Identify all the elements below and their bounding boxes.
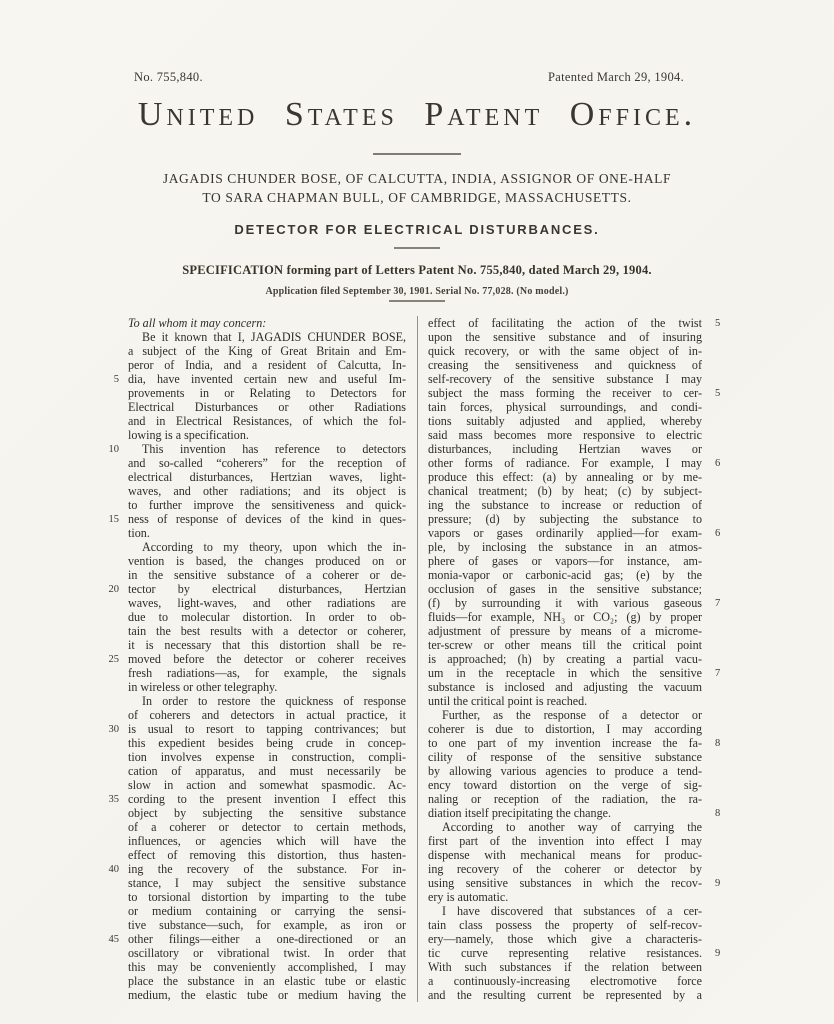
text-line	[108, 582, 406, 596]
body-line-text: waves, and other radiations; and its object is	[128, 484, 406, 498]
body-line-text: medium, the elastic tube or medium having the	[128, 988, 406, 1002]
line-number: 8	[715, 808, 721, 819]
body-line-text: until the critical point is reached.	[428, 694, 588, 708]
body-line-text: is usual to resort to tapping contrivances; but	[128, 722, 406, 736]
text-line	[428, 554, 702, 568]
text-line	[428, 372, 702, 386]
text-line	[428, 904, 702, 918]
body-line-text: moved before the detector or coherer receives	[128, 652, 406, 666]
text-line	[128, 428, 406, 442]
body-line-text: self-recovery of the sensitive substance I may	[428, 372, 702, 386]
text-line	[128, 456, 406, 470]
grantee-line-2: TO SARA CHAPMAN BULL, OF CAMBRIDGE, MASSACHUSETTS.	[202, 190, 632, 205]
body-line-text: tion involves expense in construction, compli-	[128, 750, 406, 764]
body-line-text: ing the substance to increase or reduction of	[428, 498, 702, 512]
text-line	[428, 330, 702, 344]
text-line	[128, 848, 406, 862]
text-line	[128, 736, 406, 750]
body-line-text: to torsional distortion by imparting to the tube	[128, 890, 406, 904]
body-line-text: said mass becomes more responsive to electric	[428, 428, 702, 442]
text-line	[128, 316, 406, 330]
body-line-text: tector by electrical disturbances, Hertzian	[128, 582, 406, 596]
line-number: 45	[108, 934, 119, 945]
body-line-text: object by subjecting the sensitive substance	[128, 806, 406, 820]
text-line	[128, 834, 406, 848]
text-line	[428, 386, 721, 400]
body-line-text: and in Electrical Resistances, of which the fol-	[128, 414, 406, 428]
invention-title-divider-rule	[394, 247, 440, 249]
text-line	[428, 974, 702, 988]
body-line-text: produce this effect: (a) by annealing or by me-	[428, 470, 702, 484]
body-line-text: naling or reception of the radiation, the ra-	[428, 792, 702, 806]
text-line	[428, 862, 702, 876]
body-line-text: vapors or gases ordinarily applied—for exam-	[428, 526, 702, 540]
line-number: 8	[715, 738, 721, 749]
body-line-text: tic curve representing relative resistances.	[428, 946, 702, 960]
body-line-text: This invention has reference to detectors	[142, 442, 406, 456]
line-number: 5	[715, 318, 721, 329]
text-line	[428, 918, 702, 932]
text-line	[428, 414, 702, 428]
text-line	[428, 568, 702, 582]
line-number: 5	[113, 374, 119, 385]
body-line-text: tive substance—such, for example, as iron or	[128, 918, 406, 932]
body-line-text: creasing the sensitiveness and quickness of	[428, 358, 702, 372]
body-line-text: and the resulting current be represented by a	[428, 988, 702, 1002]
patent-number: No. 755,840.	[134, 70, 203, 84]
body-line-text: tain forces, physical surroundings, and condi-	[428, 400, 702, 414]
body-line-text: disturbances, including Hertzian waves or	[428, 442, 702, 456]
text-line	[428, 736, 721, 750]
text-line	[428, 652, 702, 666]
body-line-text: other filings—either a one-directioned or an	[128, 932, 406, 946]
text-line	[108, 652, 406, 666]
line-number: 35	[108, 794, 119, 805]
body-line-text: coherer is due to distortion, I may according	[428, 722, 702, 736]
line-number: 7	[715, 668, 721, 679]
body-line-text: and so-called “coherers” for the reception of	[128, 456, 406, 470]
body-line-text: first part of the invention into effect I may	[428, 834, 702, 848]
body-line-text: effect of removing this distortion, thus hasten-	[128, 848, 406, 862]
body-line-text: According to my theory, upon which the in-	[142, 540, 406, 554]
text-line	[128, 498, 406, 512]
text-line	[428, 316, 721, 330]
body-line-text: stance, I may subject the sensitive substance	[128, 876, 406, 890]
right-column	[428, 316, 721, 1002]
body-line-text: slow in action and somewhat spasmodic. Ac-	[128, 778, 406, 792]
text-line	[428, 890, 702, 904]
body-line-text: due to molecular distortion. In order to ob-	[128, 610, 406, 624]
text-line	[128, 344, 406, 358]
line-number: 7	[715, 598, 721, 609]
text-line	[428, 624, 702, 638]
body-line-text: ple, by inclosing the substance in an atmos-	[428, 540, 702, 554]
body-line-text: lowing is a specification.	[128, 428, 249, 442]
line-number: 9	[715, 878, 721, 889]
text-line	[428, 820, 702, 834]
body-line-text: subject the mass forming the receiver to cer-	[428, 386, 702, 400]
text-line	[108, 862, 406, 876]
body-line-text: occlusion of gases in the sensitive substance;	[428, 582, 702, 596]
text-line	[428, 358, 702, 372]
text-line	[108, 932, 406, 946]
text-line	[428, 806, 721, 820]
text-line	[128, 470, 406, 484]
text-line	[428, 526, 721, 540]
body-line-text: tion.	[128, 526, 150, 540]
invention-title: DETECTOR FOR ELECTRICAL DISTURBANCES.	[234, 222, 600, 237]
body-line-text: electrical disturbances, Hertzian waves, light-	[128, 470, 406, 484]
column-divider-rule	[417, 316, 418, 1002]
text-line	[428, 484, 702, 498]
text-line	[128, 610, 406, 624]
body-line-text: pressure; (d) by subjecting the substance to	[428, 512, 702, 526]
body-line-text: ery—namely, those which give a characteris-	[428, 932, 702, 946]
line-number: 40	[108, 864, 119, 875]
body-line-text: quick recovery, or with the same object of in-	[428, 344, 702, 358]
body-line-text: Further, as the response of a detector or	[442, 708, 702, 722]
line-number: 30	[108, 724, 119, 735]
body-line-text: to further improve the sensitiveness and quick-	[128, 498, 406, 512]
text-line	[108, 722, 406, 736]
body-line-text: diation itself precipitating the change.	[428, 806, 612, 820]
body-line-text: fluids—for example, NH₃ or CO₂; (g) by proper	[428, 610, 702, 624]
line-number: 6	[715, 528, 721, 539]
text-line	[128, 806, 406, 820]
line-number: 5	[715, 388, 721, 399]
body-line-text: ness of response of devices of the kind in ques-	[128, 512, 406, 526]
grantee-heading	[0, 169, 834, 207]
line-number: 25	[108, 654, 119, 665]
body-line-text: phere of gases or vapors—for instance, am-	[428, 554, 702, 568]
body-line-text: cility of response of the sensitive substance	[428, 750, 702, 764]
text-line	[428, 946, 721, 960]
text-line	[128, 540, 406, 554]
text-line	[428, 344, 702, 358]
body-line-text: of a coherer or detector to certain methods,	[128, 820, 406, 834]
text-line	[128, 666, 406, 680]
text-line	[128, 386, 406, 400]
text-line	[128, 568, 406, 582]
body-line-text: this may be conveniently accomplished, I may	[128, 960, 406, 974]
text-line	[428, 498, 702, 512]
patented-date: Patented March 29, 1904.	[548, 70, 684, 84]
body-line-text: tions suitably adjusted and applied, whereby	[428, 414, 702, 428]
text-line	[428, 456, 721, 470]
text-line	[128, 330, 406, 344]
body-line-text: cording to the present invention I effect this	[128, 792, 406, 806]
text-line	[128, 764, 406, 778]
text-line	[128, 414, 406, 428]
text-line	[128, 358, 406, 372]
title-divider-rule	[373, 153, 461, 155]
text-line	[128, 750, 406, 764]
text-line	[428, 680, 702, 694]
text-line	[428, 428, 702, 442]
text-line	[128, 778, 406, 792]
body-line-text: According to another way of carrying the	[442, 820, 702, 834]
text-line	[428, 470, 702, 484]
text-line	[428, 988, 702, 1002]
body-line-text: ing recovery of the coherer or detector by	[428, 862, 702, 876]
body-line-text: influences, or agencies which will have the	[128, 834, 406, 848]
text-line	[128, 890, 406, 904]
text-line	[128, 554, 406, 568]
text-line	[128, 596, 406, 610]
body-line-text: In order to restore the quickness of response	[142, 694, 406, 708]
text-line	[128, 680, 406, 694]
text-line	[108, 792, 406, 806]
text-line	[428, 694, 702, 708]
text-line	[428, 610, 702, 624]
text-line	[128, 904, 406, 918]
body-line-text: fresh radiations—as, for example, the signals	[128, 666, 406, 680]
body-line-text: oscillatory or vibrational twist. In order that	[128, 946, 406, 960]
body-line-text: Be it known that I, JAGADIS CHUNDER BOSE,	[142, 330, 406, 344]
text-line	[128, 624, 406, 638]
body-line-text: or medium containing or carrying the sensi-	[128, 904, 406, 918]
text-line	[428, 666, 721, 680]
body-line-text: provements in or Relating to Detectors for	[128, 386, 406, 400]
text-line	[128, 974, 406, 988]
body-line-text: substance is inclosed and adjusting the vacuum	[428, 680, 702, 694]
text-line	[428, 638, 702, 652]
text-line	[428, 400, 702, 414]
body-line-text: I have discovered that substances of a cer-	[442, 904, 702, 918]
body-line-text: of coherers and detectors in actual practice, it	[128, 708, 406, 722]
body-line-text: to one part of my invention increase the fa-	[428, 736, 702, 750]
body-line-text: monia-vapor or carbonic-acid gas; (e) by the	[428, 568, 702, 582]
line-number: 15	[108, 514, 119, 525]
text-line	[128, 400, 406, 414]
body-line-text: To all whom it may concern:	[128, 316, 267, 330]
body-line-text: tain class possess the property of self-recov-	[428, 918, 702, 932]
text-line	[113, 372, 406, 386]
body-line-text: um in the receptacle in which the sensitive	[428, 666, 702, 680]
text-line	[108, 442, 406, 456]
body-line-text: dia, have invented certain new and useful Im-	[128, 372, 406, 386]
body-line-text: (f) by surrounding it with various gaseous	[428, 596, 702, 610]
body-line-text: using sensitive substances in which the recov-	[428, 876, 702, 890]
body-line-text: in wireless or other telegraphy.	[128, 680, 278, 694]
body-line-text: upon the sensitive substance and of insuring	[428, 330, 702, 344]
body-line-text: adjustment of pressure by means of a microme-	[428, 624, 702, 638]
text-line	[428, 960, 702, 974]
body-line-text: a subject of the King of Great Britain and Em-	[128, 344, 406, 358]
text-line	[428, 764, 702, 778]
body-line-text: Electrical Disturbances or other Radiations	[128, 400, 406, 414]
text-line	[128, 708, 406, 722]
line-number: 9	[715, 948, 721, 959]
body-line-text: chanical treatment; (b) by heat; (c) by subject-	[428, 484, 702, 498]
text-line	[128, 526, 406, 540]
text-line	[128, 638, 406, 652]
left-column	[108, 316, 406, 1002]
text-line	[428, 778, 702, 792]
body-line-text: this expedient besides being crude in concep-	[128, 736, 406, 750]
text-line	[128, 918, 406, 932]
text-line	[428, 708, 702, 722]
text-line	[128, 694, 406, 708]
body-line-text: a continuously-increasing electromotive force	[428, 974, 702, 988]
body-line-text: other forms of radiance. For example, I may	[428, 456, 702, 470]
body-line-text: is approached; (h) by creating a partial vacu-	[428, 652, 702, 666]
text-line	[428, 932, 702, 946]
text-line	[128, 876, 406, 890]
body-line-text: cation of apparatus, and must necessarily be	[128, 764, 406, 778]
body-line-text: it is necessary that this distortion shall be re-	[128, 638, 406, 652]
body-line-text: ing the recovery of the substance. For in-	[128, 862, 406, 876]
text-line	[128, 820, 406, 834]
text-line	[428, 596, 721, 610]
body-line-text: waves, light-waves, and other radiations are	[128, 596, 406, 610]
text-line	[428, 722, 702, 736]
body-line-text: peror of India, and a resident of Calcutta, In-	[128, 358, 406, 372]
document-top-line	[134, 70, 684, 85]
text-line	[428, 750, 702, 764]
text-line	[428, 512, 702, 526]
body-line-text: effect of facilitating the action of the twist	[428, 316, 702, 330]
body-line-text: vention is based, the changes produced on or	[128, 554, 406, 568]
body-line-text: in the sensitive substance of a coherer or de-	[128, 568, 406, 582]
body-line-text: With such substances if the relation between	[428, 960, 702, 974]
body-line-text: ency toward distortion on the verge of sig-	[428, 778, 702, 792]
text-line	[428, 834, 702, 848]
office-title: United States Patent Office.	[137, 96, 697, 133]
body-line-text: by allowing various agencies to produce a tend-	[428, 764, 702, 778]
line-number: 20	[108, 584, 119, 595]
text-line	[428, 540, 702, 554]
line-number: 6	[715, 458, 721, 469]
text-line	[128, 946, 406, 960]
body-line-text: ery is automatic.	[428, 890, 509, 904]
text-line	[428, 582, 702, 596]
text-line	[108, 512, 406, 526]
application-line: Application filed September 30, 1901. Serial No. 77,028. (No model.)	[265, 286, 569, 297]
text-line	[128, 988, 406, 1002]
body-columns	[108, 316, 721, 1002]
text-line	[428, 792, 702, 806]
text-line	[428, 442, 702, 456]
body-line-text: tain the best results with a detector or coherer,	[128, 624, 406, 638]
text-line	[428, 848, 702, 862]
grantee-line-1: JAGADIS CHUNDER BOSE, OF CALCUTTA, INDIA, ASSIGNOR OF ONE-HALF	[162, 171, 672, 186]
text-line	[428, 876, 721, 890]
line-number: 10	[108, 444, 119, 455]
body-line-text: ter-screw or other means till the critical point	[428, 638, 702, 652]
body-line-text: place the substance in an elastic tube or elastic	[128, 974, 406, 988]
application-divider-rule	[389, 300, 445, 302]
specification-line: SPECIFICATION forming part of Letters Patent No. 755,840, dated March 29, 1904.	[182, 263, 652, 277]
text-line	[128, 484, 406, 498]
text-line	[128, 960, 406, 974]
body-line-text: dispense with mechanical means for produc-	[428, 848, 702, 862]
